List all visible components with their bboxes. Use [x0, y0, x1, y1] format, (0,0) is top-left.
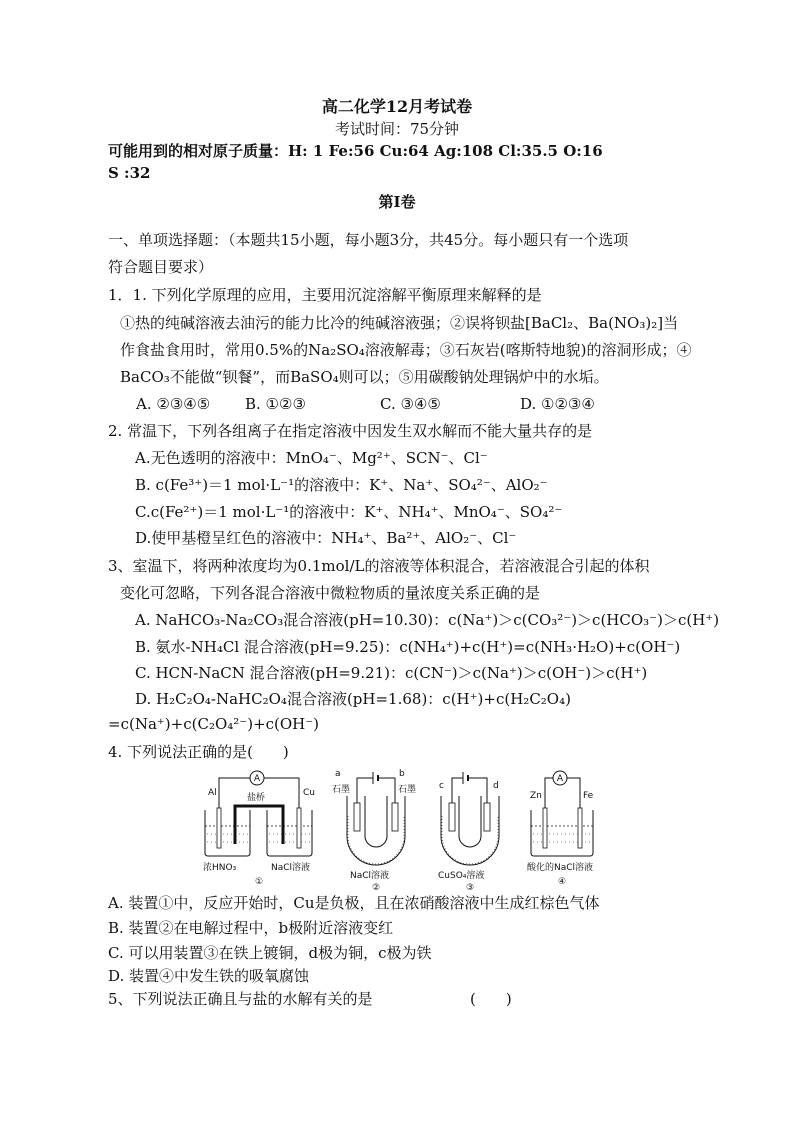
q5-stem: 5、下列说法正确且与盐的水解有关的是: [108, 990, 373, 1008]
ammeter-1-label: A: [253, 774, 261, 784]
q3-option-c: C. HCN-NaCN 混合溶液(pH=9.21)：c(CN⁻)＞c(Na⁺)＞c(OH⁻)＞c(H⁺): [135, 664, 648, 682]
q2-option-b: B. c(Fe³⁺)＝1 mol·L⁻¹的溶液中：K⁺、Na⁺、SO₄²⁻、AlO₂⁻: [135, 476, 548, 494]
q1-line3: BaCO₃不能做“钡餐”，而BaSO₄则可以；⑤用碳酸钠处理锅炉中的水垢。: [120, 368, 609, 386]
apparatus-2: [332, 769, 416, 893]
exam-time: 考试时间：75分钟: [334, 120, 460, 138]
q3-stem-2: 变化可忽略，下列各混合溶液中微粒物质的量浓度关系正确的是: [120, 584, 541, 602]
section-instructions-1: 一、单项选择题：（本题共15小题，每小题3分，共45分。每小题只有一个选项: [108, 231, 629, 249]
q2-option-d: D.使甲基橙呈红色的溶液中：NH₄⁺、Ba²⁺、AlO₂⁻、Cl⁻: [135, 529, 517, 547]
section-instructions-2: 符合题目要求）: [108, 258, 214, 276]
graphite-a-label: 石墨: [332, 785, 351, 795]
electrode-a-label: a: [335, 769, 341, 779]
apparatus-1-number: ①: [254, 877, 264, 887]
sol3-label: CuSO₄溶液: [438, 871, 485, 881]
right-solution-label: NaCl溶液: [271, 863, 311, 873]
q4-option-a: A. 装置①中，反应开始时，Cu是负极，且在浓硝酸溶液中生成红棕色气体: [108, 894, 600, 912]
q4-option-c: C. 可以用装置③在铁上镀铜，d极为铜，c极为铁: [108, 944, 432, 962]
q2-stem: 2. 常温下，下列各组离子在指定溶液中因发生双水解而不能大量共存的是: [108, 422, 593, 440]
ammeter-4-label: A: [556, 774, 564, 784]
exam-title: 高二化学12月考试卷: [321, 97, 473, 116]
left-solution-label: 浓HNO₃: [203, 863, 237, 873]
q1-option-d: D. ①②③④: [520, 395, 595, 413]
section-title: 第Ⅰ卷: [378, 193, 416, 211]
q5-answer-blank: ( ): [470, 990, 512, 1008]
atomic-masses-line2: S :32: [108, 164, 151, 182]
q3-option-d-cont: =c(Na⁺)+c(C₂O₄²⁻)+c(OH⁻): [108, 715, 320, 733]
q1-option-b: B. ①②③: [245, 395, 306, 413]
q1-line1: ①热的纯碱溶液去油污的能力比冷的纯碱溶液强；②误将钡盐[BaCl₂、Ba(NO₃)₂]当: [120, 314, 679, 332]
q2-option-a: A.无色透明的溶液中：MnO₄⁻、Mg²⁺、SCN⁻、Cl⁻: [135, 449, 488, 467]
electrode-d-label: d: [493, 781, 499, 791]
q1-line2: 作食盐食用时，常用0.5%的Na₂SO₄溶液解毒；③石灰岩(喀斯特地貌)的溶洞形成；④: [120, 341, 692, 359]
apparatus-1: [203, 771, 315, 887]
apparatus-3: [438, 772, 499, 893]
electrode-b-label: b: [399, 769, 405, 779]
q3-option-d: D. H₂C₂O₄-NaHC₂O₄混合溶液(pH=1.68)：c(H⁺)+c(H₂C₂O₄): [135, 690, 571, 708]
sol4-label: 酸化的NaCl溶液: [527, 863, 594, 873]
q3-option-b: B. 氨水-NH₄Cl 混合溶液(pH=9.25)：c(NH₄⁺)+c(H⁺)=c(NH₃·H₂O)+c(OH⁻): [135, 638, 681, 656]
apparatus-2-number: ②: [371, 883, 381, 893]
zn-label: Zn: [530, 791, 542, 801]
sol2-label: NaCl溶液: [350, 871, 390, 881]
electrochemistry-apparatus-diagram: [195, 768, 610, 893]
apparatus-4: [527, 771, 594, 887]
q4-option-b: B. 装置②在电解过程中，b极附近溶液变红: [108, 919, 394, 937]
al-label: Al: [208, 788, 217, 798]
electrode-c-label: c: [439, 781, 444, 791]
q1-option-c: C. ③④⑤: [380, 395, 441, 413]
salt-bridge-label: 盐桥: [247, 793, 266, 803]
graphite-b-label: 石墨: [398, 785, 417, 795]
apparatus-4-number: ④: [557, 877, 567, 887]
apparatus-3-number: ③: [465, 883, 475, 893]
q2-option-c: C.c(Fe²⁺)＝1 mol·L⁻¹的溶液中：K⁺、NH₄⁺、MnO₄⁻、SO₄²⁻: [135, 503, 563, 521]
fe-label: Fe: [583, 791, 594, 801]
q1-option-a: A. ②③④⑤: [136, 395, 211, 413]
q4-stem: 4. 下列说法正确的是( ): [108, 743, 289, 761]
q3-stem: 3、室温下，将两种浓度均为0.1mol/L的溶液等体积混合，若溶液混合引起的体积: [108, 557, 650, 575]
q1-stem: 1．1. 下列化学原理的应用，主要用沉淀溶解平衡原理来解释的是: [108, 286, 542, 304]
q3-option-a: A. NaHCO₃-Na₂CO₃混合溶液(pH=10.30)：c(Na⁺)＞c(CO₃²⁻)＞c(HCO₃⁻)＞c(H⁺): [135, 611, 720, 629]
cu-label: Cu: [303, 788, 315, 798]
atomic-masses-line1: 可能用到的相对原子质量：H: 1 Fe:56 Cu:64 Ag:108 Cl:35.5 O:16: [108, 142, 603, 160]
q4-option-d: D. 装置④中发生铁的吸氧腐蚀: [108, 967, 310, 985]
